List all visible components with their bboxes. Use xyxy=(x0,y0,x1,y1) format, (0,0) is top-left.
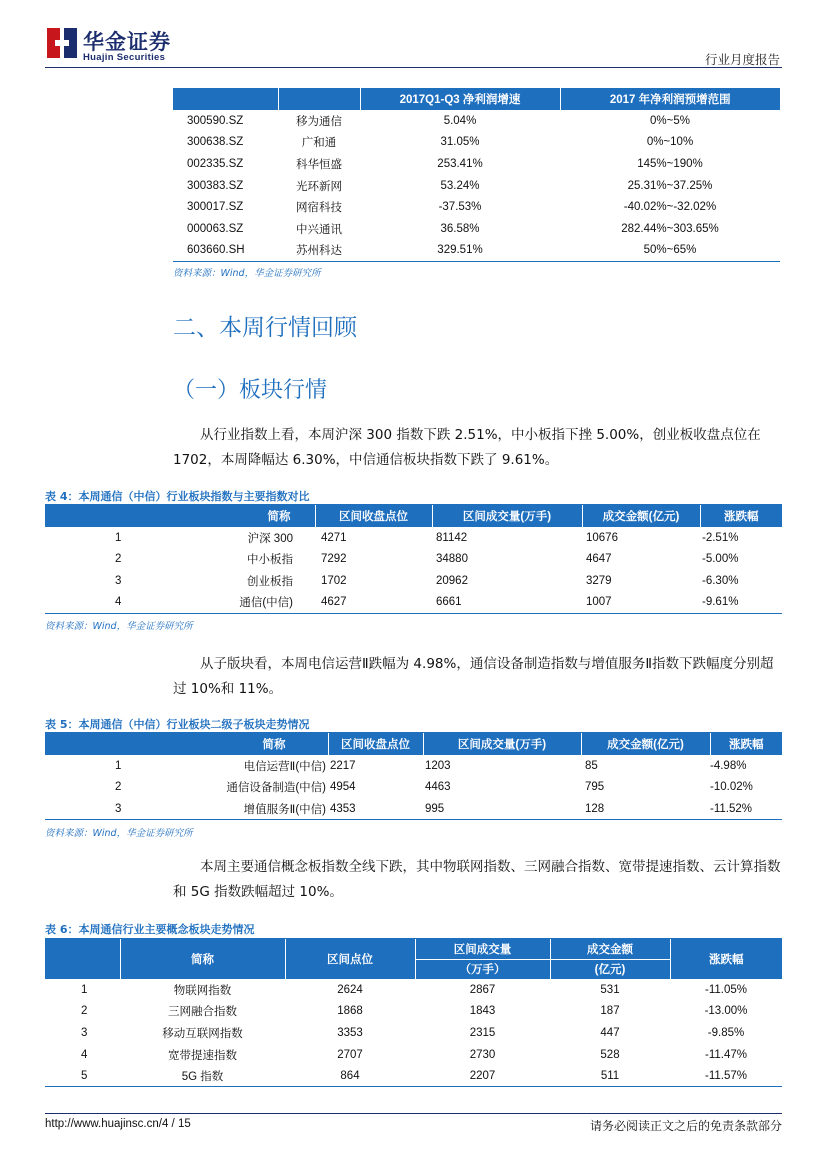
section-heading: 二、本周行情回顾 xyxy=(173,315,357,341)
close-points: 4627 xyxy=(315,592,432,614)
company-logo xyxy=(45,26,245,66)
subsector-name: 电信运营Ⅱ(中信) xyxy=(243,760,326,773)
table-row xyxy=(45,798,782,820)
volume: 2207 xyxy=(415,1065,550,1087)
huajin-logo-icon xyxy=(47,28,77,58)
paragraph-subsector: 从子版块看，本周电信运营Ⅱ跌幅为 4.98%，通信设备制造指数与增值服务Ⅱ指数下跌幅度分别超过 10%和 11%。 xyxy=(173,656,774,697)
table-row xyxy=(173,110,780,132)
subsector-name: 增值服务Ⅱ(中信) xyxy=(195,798,328,820)
table-row xyxy=(45,777,782,799)
amount: 531 xyxy=(600,983,620,996)
close-points: 4954 xyxy=(330,781,356,794)
page-header xyxy=(45,26,782,66)
paragraph-index-review: 从行业指数上看，本周沪深 300 指数下跌 2.51%，中小板指下挫 5.00%，创业板收盘点位在 1702，本周降幅达 6.30%，中信通信板块指数下跌了 9.61%。 xyxy=(173,427,761,468)
logo-text-en: Huajin Securities xyxy=(83,52,166,63)
column-header: 简称 xyxy=(195,505,315,527)
amount: 1007 xyxy=(582,592,700,614)
amount: 85 xyxy=(585,759,598,772)
points: 2624 xyxy=(337,983,363,996)
column-header: 涨跌幅 xyxy=(710,733,782,755)
column-header xyxy=(173,88,278,110)
row-index: 4 xyxy=(45,592,195,614)
column-header: 区间收盘点位 xyxy=(328,733,423,755)
stock-code: 300017.SZ xyxy=(187,201,244,214)
index-name: 创业板指 xyxy=(247,575,293,588)
table-row xyxy=(45,1044,782,1066)
table-row xyxy=(173,153,780,175)
close-points: 1702 xyxy=(321,574,347,587)
row-index: 2 xyxy=(115,781,122,794)
stock-name: 科华恒盛 xyxy=(296,158,342,171)
column-header: 成交金额 xyxy=(550,939,670,959)
concept-index-table xyxy=(45,939,782,1087)
footer-disclaimer: 请务必阅读正文之后的免责条款部分 xyxy=(589,1119,782,1133)
forecast-range: -40.02%~-32.02% xyxy=(623,201,717,214)
amount: 528 xyxy=(600,1048,620,1061)
table-header-row xyxy=(45,505,782,527)
footer-url: http://www.huajinsc.cn/4 / 15 xyxy=(45,1118,191,1130)
points: 2707 xyxy=(337,1048,363,1061)
footer-divider xyxy=(45,1113,782,1114)
volume: 2315 xyxy=(469,1026,496,1039)
table4-caption: 表 4：本周通信（中信）行业板块指数与主要指数对比 xyxy=(45,490,310,503)
growth-value: 253.41% xyxy=(437,157,483,170)
points: 1868 xyxy=(337,1005,363,1018)
row-index: 3 xyxy=(115,574,122,587)
index-name: 通信(中信) xyxy=(195,592,315,614)
amount: 511 xyxy=(550,1065,670,1087)
column-header-unit: （万手） xyxy=(415,959,550,979)
stock-name: 移为通信 xyxy=(296,115,342,128)
change: -10.02% xyxy=(710,781,753,794)
stock-code: 002335.SZ xyxy=(187,157,244,170)
change: -2.51% xyxy=(702,531,739,544)
column-header: 简称 xyxy=(195,733,328,755)
stock-name: 光环新网 xyxy=(296,180,342,193)
change: -6.30% xyxy=(702,574,739,587)
column-header: 区间成交量 xyxy=(415,939,550,959)
forecast-range: 25.31%~37.25% xyxy=(627,179,713,192)
table-row xyxy=(45,1022,782,1044)
stock-name: 中兴通讯 xyxy=(296,223,342,236)
table-row xyxy=(45,755,782,777)
table4-source: 资料来源：Wind，华金证券研究所 xyxy=(45,621,193,632)
table5-source: 资料来源：Wind，华金证券研究所 xyxy=(45,828,193,839)
amount: 10676 xyxy=(586,531,618,544)
close-points: 2217 xyxy=(330,759,356,772)
column-header xyxy=(45,733,195,755)
column-header: 2017 年净利润预增范围 xyxy=(560,88,780,110)
table-row xyxy=(173,175,780,197)
change: -11.52% xyxy=(710,798,782,820)
growth-value: 329.51% xyxy=(360,240,560,262)
row-index: 3 xyxy=(81,1026,88,1039)
growth-value: 36.58% xyxy=(440,222,480,235)
stock-code: 300638.SZ xyxy=(187,136,244,149)
row-index: 3 xyxy=(45,798,195,820)
volume: 6661 xyxy=(432,592,582,614)
volume: 2730 xyxy=(469,1048,496,1061)
volume: 20962 xyxy=(436,574,468,587)
logo-text-cn: 华金证券 xyxy=(83,30,171,54)
column-header xyxy=(45,505,195,527)
subsector-name: 通信设备制造(中信) xyxy=(226,782,326,795)
amount: 128 xyxy=(581,798,710,820)
stock-code: 300383.SZ xyxy=(187,179,244,192)
change: -13.00% xyxy=(704,1005,748,1018)
table5-caption: 表 5：本周通信（中信）行业板块二级子板块走势情况 xyxy=(45,718,310,731)
table-row xyxy=(173,196,780,218)
volume: 2867 xyxy=(469,983,496,996)
stock-name: 苏州科达 xyxy=(278,240,360,262)
growth-value: 5.04% xyxy=(443,114,477,127)
index-name: 沪深 300 xyxy=(247,532,293,545)
column-header: 涨跌幅 xyxy=(700,505,782,527)
close-points: 4271 xyxy=(321,531,347,544)
stock-name: 网宿科技 xyxy=(296,202,342,215)
paragraph-concept: 本周主要通信概念板指数全线下跌，其中物联网指数、三网融合指数、宽带提速指数、云计算指数和 5G 指数跌幅超过 10%。 xyxy=(173,859,781,900)
points: 864 xyxy=(285,1065,415,1087)
subsection-heading: （一）板块行情 xyxy=(173,378,328,403)
volume: 81142 xyxy=(436,531,468,544)
growth-value: 31.05% xyxy=(440,136,480,149)
amount: 187 xyxy=(600,1005,620,1018)
forecast-range: 0%~5% xyxy=(650,114,690,127)
concept-name: 物联网指数 xyxy=(173,984,232,997)
forecast-range: 50%~65% xyxy=(560,240,780,262)
table-row xyxy=(45,1001,782,1023)
table1-source: 资料来源：Wind，华金证券研究所 xyxy=(173,268,321,279)
stock-code: 000063.SZ xyxy=(187,222,244,235)
column-header: 成交金额(亿元) xyxy=(582,505,700,527)
column-header xyxy=(278,88,360,110)
row-index: 4 xyxy=(81,1048,88,1061)
volume: 4463 xyxy=(425,781,451,794)
column-header: 涨跌幅 xyxy=(670,939,782,979)
table-header-row xyxy=(45,939,782,959)
change: -11.05% xyxy=(705,983,747,996)
close-points: 7292 xyxy=(321,553,347,566)
growth-value: 53.24% xyxy=(440,179,480,192)
table-row xyxy=(45,527,782,549)
change: -11.47% xyxy=(705,1048,747,1061)
stock-code: 603660.SH xyxy=(173,240,278,262)
volume: 1843 xyxy=(469,1005,496,1018)
growth-value: -37.53% xyxy=(438,201,482,214)
table-row xyxy=(45,1065,782,1087)
column-header: 2017Q1-Q3 净利润增速 xyxy=(360,88,560,110)
table6-caption: 表 6：本周通信行业主要概念板块走势情况 xyxy=(45,923,255,936)
amount: 4647 xyxy=(586,553,612,566)
column-header-blank xyxy=(45,939,120,979)
table-row xyxy=(173,218,780,240)
amount: 795 xyxy=(585,781,605,794)
table-row xyxy=(173,240,780,262)
volume: 995 xyxy=(423,798,581,820)
subsector-table xyxy=(45,733,782,820)
amount: 3279 xyxy=(586,574,612,587)
column-header: 区间点位 xyxy=(285,939,415,979)
row-index: 5 xyxy=(45,1065,120,1087)
concept-name: 5G 指数 xyxy=(120,1065,285,1087)
table-row xyxy=(45,570,782,592)
row-index: 1 xyxy=(115,531,122,544)
column-header: 成交金额(亿元) xyxy=(581,733,710,755)
row-index: 1 xyxy=(115,759,122,772)
header-divider xyxy=(45,67,782,68)
points: 3353 xyxy=(337,1026,363,1039)
table-header-row xyxy=(45,733,782,755)
volume: 1203 xyxy=(425,759,451,772)
stock-name: 广和通 xyxy=(301,137,337,150)
column-header: 区间收盘点位 xyxy=(315,505,432,527)
close-points: 4353 xyxy=(328,798,423,820)
column-header: 区间成交量(万手) xyxy=(432,505,582,527)
change: -9.61% xyxy=(700,592,782,614)
concept-name: 三网融合指数 xyxy=(168,1006,237,1019)
forecast-range: 282.44%~303.65% xyxy=(621,222,719,235)
change: -9.85% xyxy=(707,1026,745,1039)
change: -4.98% xyxy=(710,759,747,772)
report-type: 行业月度报告 xyxy=(704,52,780,67)
change: -11.57% xyxy=(670,1065,782,1087)
forecast-range: 0%~10% xyxy=(646,136,694,149)
column-header: 简称 xyxy=(120,939,285,979)
table-row xyxy=(173,132,780,154)
change: -5.00% xyxy=(702,553,739,566)
forecast-range: 145%~190% xyxy=(637,157,703,170)
table-row xyxy=(45,592,782,614)
amount: 447 xyxy=(600,1026,620,1039)
volume: 34880 xyxy=(436,553,468,566)
table-row xyxy=(45,979,782,1001)
row-index: 1 xyxy=(81,983,88,996)
row-index: 2 xyxy=(115,553,122,566)
column-header: 区间成交量(万手) xyxy=(423,733,581,755)
table-row xyxy=(45,549,782,571)
profit-forecast-table xyxy=(173,88,780,262)
row-index: 2 xyxy=(81,1005,88,1018)
index-name: 中小板指 xyxy=(247,554,293,567)
concept-name: 宽带提速指数 xyxy=(168,1049,237,1062)
concept-name: 移动互联网指数 xyxy=(162,1027,243,1040)
stock-code: 300590.SZ xyxy=(187,114,244,127)
table-header-row xyxy=(173,88,780,110)
sector-index-table xyxy=(45,505,782,614)
column-header-unit: (亿元) xyxy=(550,959,670,979)
